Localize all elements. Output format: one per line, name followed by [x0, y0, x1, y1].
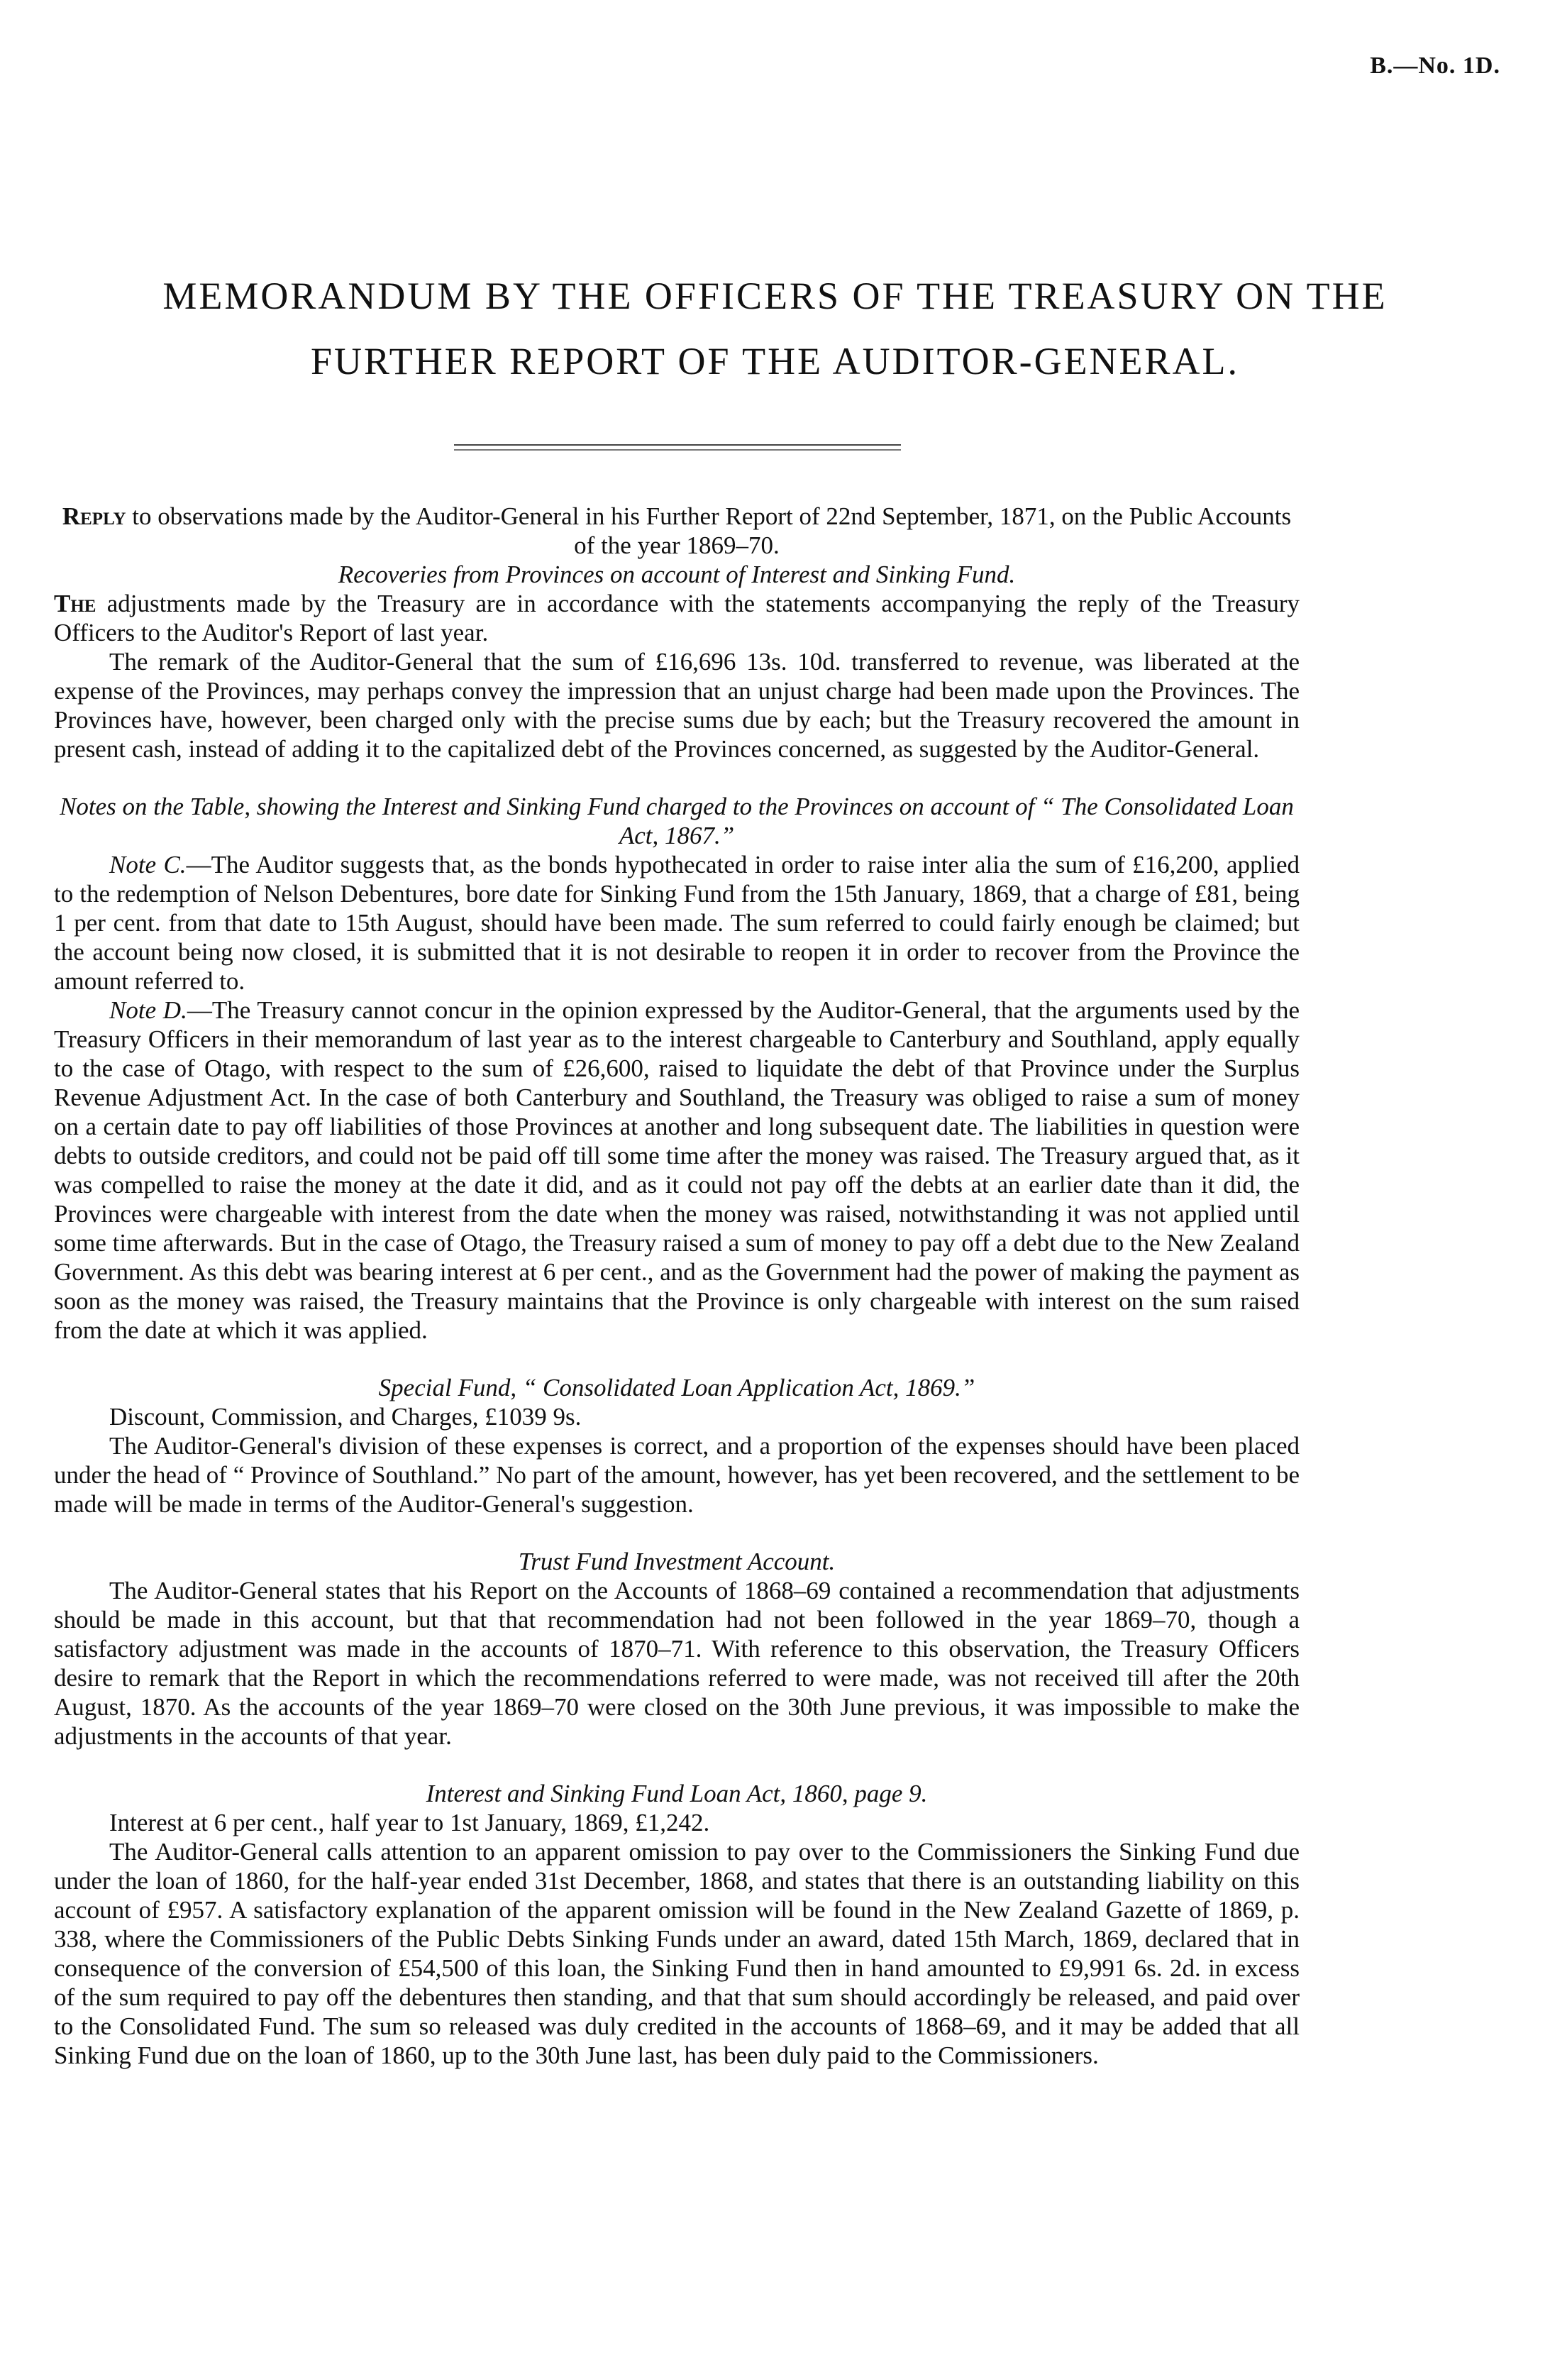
trust-fund-heading: Trust Fund Investment Account.	[518, 1548, 836, 1575]
special-fund-paragraph: The Auditor-General's division of these expenses is correct, and a proportion of the expenses should have been placed under the head of “ Province of Southland.” No part of the amount, however, has yet been recovered, and the settlement to be made will be made in terms of the Auditor-General's suggestion.	[54, 1432, 1300, 1518]
special-fund-heading: Special Fund, “ Consolidated Loan Application Act, 1869.”	[378, 1374, 975, 1401]
note-d-label: Note D.	[109, 996, 187, 1024]
note-c-text: —The Auditor suggests that, as the bonds hypothecated in order to raise inter alia the sum of £16,200, applied to the redemption of Nelson Debentures, bore date for Sinking Fund from the 15th January, 1869, that a charge of £81, being 1 per cent. from that date to 15th August, should have been made. The sum referred to could fairly enough be claimed; but the account being now closed, it is submitted that it is not desirable to reopen it in order to recover from the Province the amount referred to.	[54, 851, 1300, 995]
interest-heading: Interest and Sinking Fund Loan Act, 1860, page 9.	[426, 1780, 928, 1807]
reply-paragraph	[54, 502, 1300, 560]
trust-fund-paragraph: The Auditor-General states that his Report on the Accounts of 1868–69 contained a recommendation that adjustments should be made in this account, but that that recommendation had not been followed in the year 1869–70, though a satisfactory adjustment was made in the accounts of 1870–71. With reference to this observation, the Treasury Officers desire to remark that the Report in which the recommendations referred to were made, was not received till after the 20th August, 1870. As the accounts of the year 1869–70 were closed on the 30th June previous, it was impossible to make the adjustments in the accounts of that year.	[54, 1577, 1300, 1750]
document-title-line-2: FURTHER REPORT OF THE AUDITOR-GENERAL.	[310, 340, 1240, 382]
recoveries-paragraph-1	[54, 589, 1300, 647]
document-reference: B.—No. 1D.	[1370, 53, 1500, 79]
document-title-line-1: MEMORANDUM BY THE OFFICERS OF THE TREASURY ON THE	[162, 275, 1388, 317]
title-divider	[454, 444, 901, 451]
interest-paragraph: The Auditor-General calls attention to an apparent omission to pay over to the Commissioners the Sinking Fund due under the loan of 1860, for the half-year ended 31st December, 1868, and states that there is an outstanding liability on this account of £957. A satisfactory explanation of the apparent omission will be found in the New Zealand Gazette of 1869, p. 338, where the Commissioners of the Public Debts Sinking Funds under an award, dated 15th March, 1869, declared that in consequence of the conversion of £54,500 of this loan, the Sinking Fund then in hand amounted to £9,991 6s. 2d. in excess of the sum required to pay off the debentures then standing, and that that sum should accordingly be released, and paid over to the Consolidated Fund. The sum so released was duly credited in the accounts of 1868–69, and it may be added that all Sinking Fund due on the loan of 1860, up to the 30th June last, has been duly paid to the Commissioners.	[54, 1838, 1300, 2069]
recoveries-heading: Recoveries from Provinces on account of Interest and Sinking Fund.	[338, 561, 1016, 588]
note-c-label: Note C.	[109, 851, 187, 878]
note-d-text: —The Treasury cannot concur in the opinion expressed by the Auditor-General, that the arguments used by the Treasury Officers in their memorandum of last year as to the interest chargeable to Canterbury and Southland, apply equally to the case of Otago, with respect to the sum of £26,600, raised to liquidate the debt of that Province under the Surplus Revenue Adjustment Act. In the case of both Canterbury and Southland, the Treasury was obliged to raise a sum of money on a certain date to pay off liabilities of those Provinces at another and long subsequent date. The liabilities in question were debts to outside creditors, and could not be paid off till some time after the money was raised. The Treasury argued that, as it was compelled to raise the money at the date it did, and as it could not pay off the debts at an earlier date than it did, the Provinces were chargeable with interest from the date when the money was raised, notwithstanding it was not applied until some time afterwards. But in the case of Otago, the Treasury raised a sum of money to pay off a debt due to the New Zealand Government. As this debt was bearing interest at 6 per cent., and as the Government had the power of making the payment as soon as the money was raised, the Treasury maintains that the Province is only chargeable with interest on the sum raised from the date at which it was applied.	[54, 996, 1300, 1344]
recoveries-text-1: adjustments made by the Treasury are in accordance with the statements accompanying the reply of the Treasury Officers to the Auditor's Report of last year.	[54, 590, 1300, 646]
interest-line: Interest at 6 per cent., half year to 1st January, 1869, £1,242.	[109, 1809, 710, 1836]
reply-text: to observations made by the Auditor-General in his Further Report of 22nd September, 1871, on the Public Accounts of the year 1869–70.	[126, 502, 1292, 559]
reply-lead: Reply	[62, 502, 126, 530]
recoveries-paragraph-2: The remark of the Auditor-General that the sum of £16,696 13s. 10d. transferred to revenue, was liberated at the expense of the Provinces, may perhaps convey the impression that an unjust charge had been made upon the Provinces. The Provinces have, however, been charged only with the precise sums due by each; but the Treasury recovered the amount in present cash, instead of adding it to the capitalized debt of the Provinces concerned, as suggested by the Auditor-General.	[54, 648, 1300, 763]
special-fund-line: Discount, Commission, and Charges, £1039 9s.	[109, 1403, 582, 1431]
recoveries-lead: The	[54, 590, 96, 617]
document-body	[54, 502, 1300, 2070]
notes-heading: Notes on the Table, showing the Interest and Sinking Fund charged to the Provinces on account of “ The Consolidated Loan Act, 1867.”	[60, 793, 1294, 849]
note-d-paragraph	[54, 996, 1300, 1345]
note-c-paragraph	[54, 850, 1300, 996]
